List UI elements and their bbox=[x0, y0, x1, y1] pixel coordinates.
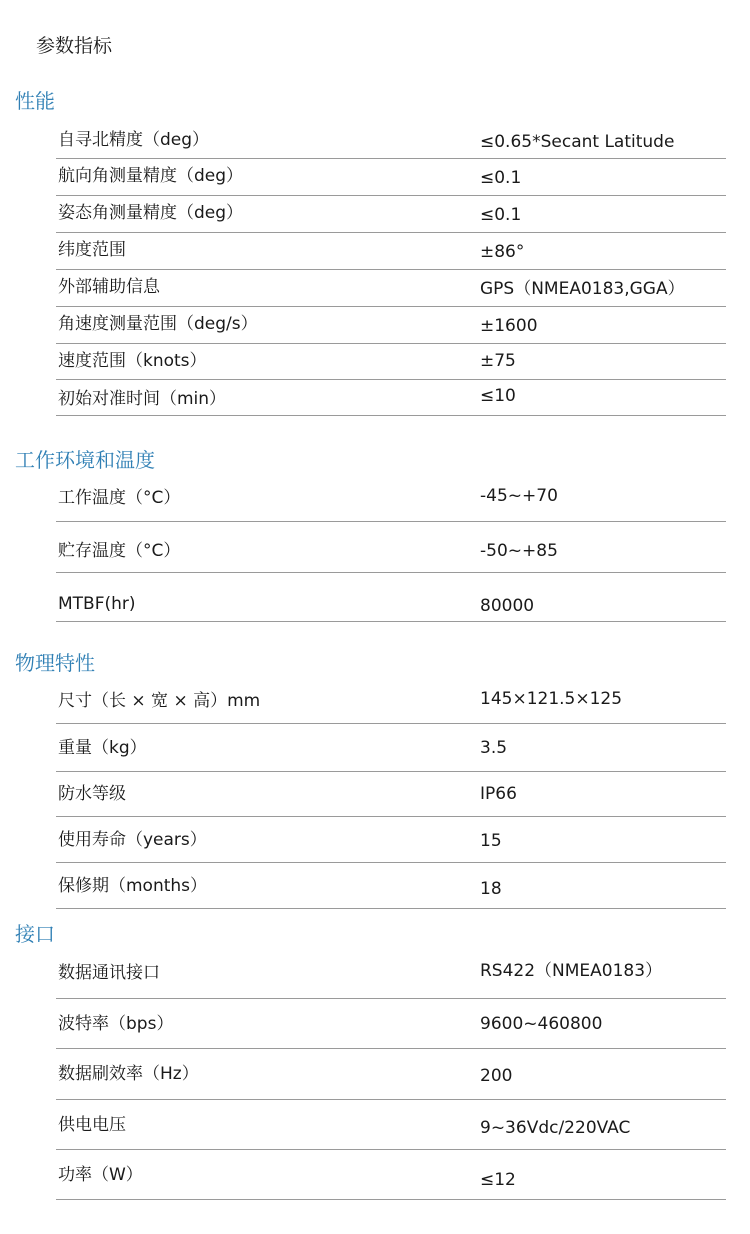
table-row bbox=[56, 159, 726, 196]
row-label: 使用寿命（years） bbox=[58, 830, 207, 850]
row-label: 重量（kg） bbox=[58, 738, 147, 758]
row-label: 外部辅助信息 bbox=[58, 277, 160, 297]
table-row bbox=[56, 999, 726, 1049]
section-title: 工作环境和温度 bbox=[15, 448, 155, 472]
row-value: 3.5 bbox=[480, 738, 508, 758]
table-row bbox=[56, 863, 726, 909]
row-label: 角速度测量范围（deg/s） bbox=[58, 314, 258, 334]
table-row bbox=[56, 573, 726, 622]
table-row bbox=[56, 1150, 726, 1200]
table-row bbox=[56, 522, 726, 573]
row-value: -50~+85 bbox=[480, 541, 558, 561]
table-row bbox=[56, 817, 726, 863]
table-row bbox=[56, 947, 726, 999]
row-value: RS422（NMEA0183） bbox=[480, 961, 663, 981]
row-label: 数据通讯接口 bbox=[58, 963, 160, 983]
row-label: MTBF(hr) bbox=[58, 594, 136, 614]
row-label: 初始对准时间（min） bbox=[58, 389, 227, 409]
row-value: 145×121.5×125 bbox=[480, 689, 623, 709]
page-title: 参数指标 bbox=[36, 35, 113, 57]
row-value: ±86° bbox=[480, 242, 525, 262]
section-title: 性能 bbox=[15, 89, 55, 113]
table-row bbox=[56, 724, 726, 772]
row-value: ≤0.1 bbox=[480, 168, 522, 188]
table-row bbox=[56, 380, 726, 416]
row-label: 纬度范围 bbox=[58, 240, 126, 260]
row-label: 防水等级 bbox=[58, 784, 126, 804]
table-row bbox=[56, 233, 726, 270]
row-value: 18 bbox=[480, 879, 502, 899]
row-label: 工作温度（°C） bbox=[58, 488, 181, 508]
table-row bbox=[56, 307, 726, 344]
row-value: ≤0.1 bbox=[480, 205, 522, 225]
row-label: 功率（W） bbox=[58, 1165, 143, 1185]
row-label: 航向角测量精度（deg） bbox=[58, 166, 244, 186]
row-label: 姿态角测量精度（deg） bbox=[58, 203, 244, 223]
row-value: 80000 bbox=[480, 596, 535, 616]
row-label: 数据刷效率（Hz） bbox=[58, 1064, 199, 1084]
row-value: 9600~460800 bbox=[480, 1014, 603, 1034]
table-row bbox=[56, 772, 726, 817]
table-row bbox=[56, 344, 726, 380]
row-value: ≤0.65*Secant Latitude bbox=[480, 132, 675, 152]
row-value: 9~36Vdc/220VAC bbox=[480, 1118, 631, 1138]
row-value: IP66 bbox=[480, 784, 517, 804]
table-row bbox=[56, 1049, 726, 1100]
row-label: 尺寸（长 × 宽 × 高）mm bbox=[58, 691, 261, 711]
section-title: 接口 bbox=[15, 922, 55, 946]
row-label: 供电电压 bbox=[58, 1115, 126, 1135]
row-value: 200 bbox=[480, 1066, 513, 1086]
row-label: 保修期（months） bbox=[58, 876, 208, 896]
row-value: ±75 bbox=[480, 351, 516, 371]
table-row bbox=[56, 676, 726, 724]
row-value: -45~+70 bbox=[480, 486, 558, 506]
table-row bbox=[56, 270, 726, 307]
row-label: 贮存温度（°C） bbox=[58, 541, 181, 561]
table-row bbox=[56, 123, 726, 159]
row-value: ≤12 bbox=[480, 1170, 516, 1190]
table-row bbox=[56, 1100, 726, 1150]
row-label: 自寻北精度（deg） bbox=[58, 130, 210, 150]
row-label: 速度范围（knots） bbox=[58, 351, 207, 371]
row-value: GPS（NMEA0183,GGA） bbox=[480, 279, 685, 299]
row-value: ≤10 bbox=[480, 386, 516, 406]
row-label: 波特率（bps） bbox=[58, 1014, 174, 1034]
row-value: 15 bbox=[480, 831, 502, 851]
row-value: ±1600 bbox=[480, 316, 538, 336]
table-row bbox=[56, 196, 726, 233]
section-title: 物理特性 bbox=[15, 651, 95, 675]
table-row bbox=[56, 473, 726, 522]
